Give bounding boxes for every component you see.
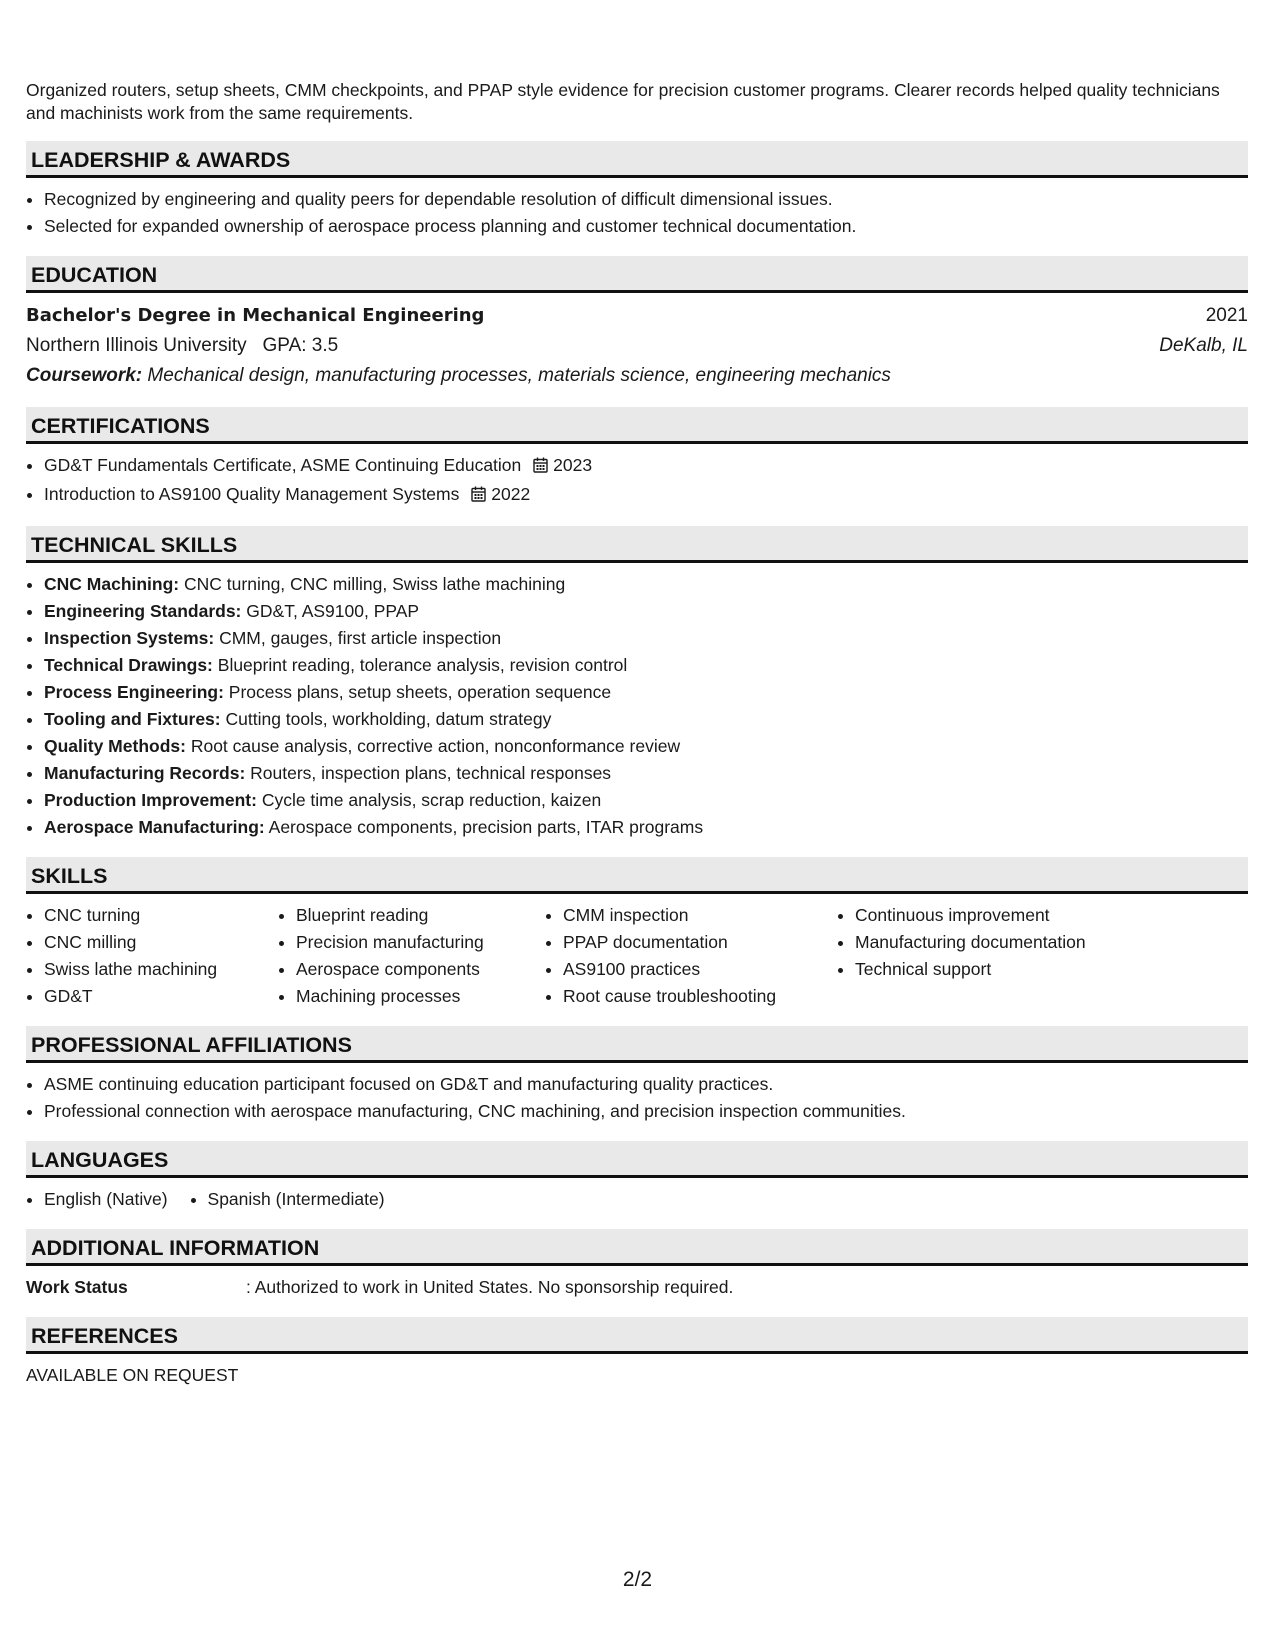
list-item <box>44 598 1248 625</box>
list-item: • English (Native) <box>44 1186 168 1213</box>
list-item: • Selected for expanded ownership of aerospace process planning and customer technical documentation. <box>44 213 1248 240</box>
work-status-value: : Authorized to work in United States. No sponsorship required. <box>246 1277 734 1297</box>
list-item: • Aerospace components <box>296 956 523 983</box>
certification-year: 2023 <box>553 455 593 475</box>
school-info <box>26 331 338 361</box>
list-item: • Recognized by engineering and quality peers for dependable resolution of difficult dimensional issues. <box>44 186 1248 213</box>
list-item: • CMM inspection <box>563 902 815 929</box>
skill-category: Manufacturing Records: <box>44 763 246 783</box>
list-item <box>44 814 1248 841</box>
list-item <box>44 625 1248 652</box>
coursework-text: Mechanical design, manufacturing processes, materials science, engineering mechanics <box>147 365 891 386</box>
section-heading-leadership: LEADERSHIP & AWARDS <box>26 141 1248 178</box>
list-item <box>44 679 1248 706</box>
skill-details: GD&T, AS9100, PPAP <box>246 601 420 621</box>
skills-column <box>278 902 523 1010</box>
skill-details: Root cause analysis, corrective action, nonconformance review <box>190 736 681 756</box>
list-item: • Root cause troubleshooting <box>563 983 815 1010</box>
skill-category: Inspection Systems: <box>44 628 215 648</box>
list-item: • CNC turning <box>44 902 256 929</box>
list-item: • GD&T <box>44 983 256 1010</box>
list-item: • Machining processes <box>296 983 523 1010</box>
references-text: AVAILABLE ON REQUEST <box>26 1365 239 1385</box>
certification-year: 2022 <box>491 484 531 504</box>
section-heading-skills: SKILLS <box>26 857 1248 894</box>
skills-column <box>837 902 1155 1010</box>
list-item <box>44 481 1248 510</box>
skill-category: Production Improvement: <box>44 790 257 810</box>
skill-category: Tooling and Fixtures: <box>44 709 221 729</box>
list-item: • AS9100 practices <box>563 956 815 983</box>
section-heading-additional-info: ADDITIONAL INFORMATION <box>26 1229 1248 1266</box>
page-number: 2/2 <box>622 1568 653 1591</box>
education-entry <box>26 301 1248 391</box>
list-item <box>44 571 1248 598</box>
list-item <box>44 787 1248 814</box>
list-item: • Manufacturing documentation <box>855 929 1155 956</box>
gpa: GPA: 3.5 <box>262 335 339 356</box>
skill-details: CNC turning, CNC milling, Swiss lathe machining <box>184 574 566 594</box>
skill-details: Aerospace components, precision parts, ITAR programs <box>268 817 704 837</box>
skill-details: Cutting tools, workholding, datum strategy <box>225 709 552 729</box>
list-item: • Precision manufacturing <box>296 929 523 956</box>
section-heading-certifications: CERTIFICATIONS <box>26 407 1248 444</box>
section-heading-education: EDUCATION <box>26 256 1248 293</box>
list-item: • Swiss lathe machining <box>44 956 256 983</box>
education-location: DeKalb, IL <box>1159 335 1248 356</box>
certifications-list <box>26 452 1248 510</box>
education-year: 2021 <box>1205 305 1248 326</box>
list-item <box>44 733 1248 760</box>
list-item: • Technical support <box>855 956 1155 983</box>
work-status-row <box>26 1274 1248 1301</box>
work-status-label: Work Status <box>26 1277 128 1297</box>
languages-list <box>26 1186 1248 1213</box>
list-item: • Professional connection with aerospace manufacturing, CNC machining, and precision inspection communities. <box>44 1098 1248 1125</box>
list-item <box>44 760 1248 787</box>
list-item: • ASME continuing education participant focused on GD&T and manufacturing quality practices. <box>44 1071 1248 1098</box>
list-item: • PPAP documentation <box>563 929 815 956</box>
list-item <box>44 452 1248 481</box>
skill-category: Process Engineering: <box>44 682 224 702</box>
certification-name: GD&T Fundamentals Certificate, ASME Continuing Education <box>44 455 522 475</box>
skill-category: Aerospace Manufacturing: <box>44 817 265 837</box>
list-item: • CNC milling <box>44 929 256 956</box>
skills-columns <box>26 902 1248 1010</box>
skill-category: Quality Methods: <box>44 736 186 756</box>
skills-column <box>26 902 256 1010</box>
section-heading-references: REFERENCES <box>26 1317 1248 1354</box>
skill-category: Engineering Standards: <box>44 601 242 621</box>
certification-name: Introduction to AS9100 Quality Management Systems <box>44 484 460 504</box>
calendar-icon <box>533 454 548 481</box>
calendar-icon <box>471 483 486 510</box>
list-item: • Continuous improvement <box>855 902 1155 929</box>
leadership-list <box>26 186 1248 240</box>
skill-details: Process plans, setup sheets, operation sequence <box>228 682 612 702</box>
section-heading-languages: LANGUAGES <box>26 1141 1248 1178</box>
list-item: • Spanish (Intermediate) <box>208 1186 385 1213</box>
skill-details: Routers, inspection plans, technical responses <box>250 763 612 783</box>
degree-title: Bachelor's Degree in Mechanical Engineering <box>26 305 485 326</box>
list-item <box>44 652 1248 679</box>
skill-category: Technical Drawings: <box>44 655 213 675</box>
resume-page <box>26 0 1248 1389</box>
section-heading-affiliations: PROFESSIONAL AFFILIATIONS <box>26 1026 1248 1063</box>
list-item: • Blueprint reading <box>296 902 523 929</box>
skill-category: CNC Machining: <box>44 574 180 594</box>
section-heading-technical-skills: TECHNICAL SKILLS <box>26 526 1248 563</box>
skill-details: CMM, gauges, first article inspection <box>219 628 502 648</box>
intro-paragraph: Organized routers, setup sheets, CMM checkpoints, and PPAP style evidence for precision customer programs. Clearer records helped quality technicians and machinists work from the same requirements. <box>26 80 1220 123</box>
technical-skills-list <box>26 571 1248 841</box>
affiliations-list <box>26 1071 1248 1125</box>
skill-details: Cycle time analysis, scrap reduction, kaizen <box>261 790 602 810</box>
skills-column <box>545 902 815 1010</box>
coursework <box>26 361 891 391</box>
list-item <box>44 706 1248 733</box>
skill-details: Blueprint reading, tolerance analysis, revision control <box>217 655 628 675</box>
coursework-label: Coursework: <box>26 365 143 386</box>
school-name: Northern Illinois University <box>26 335 247 356</box>
